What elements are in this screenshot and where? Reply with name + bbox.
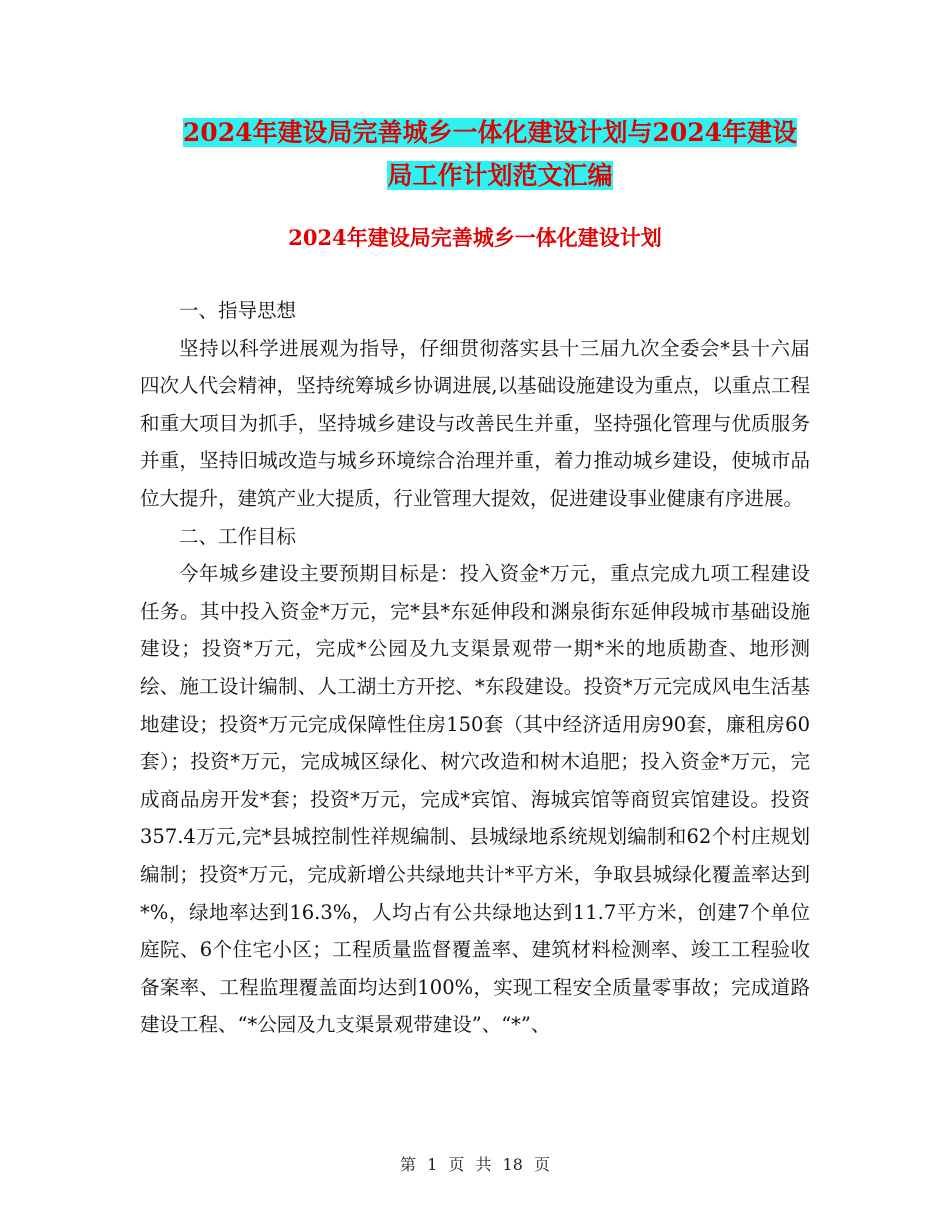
- section-heading: 二、工作目标: [179, 524, 297, 548]
- document-title-line-2: [120, 151, 880, 201]
- paragraph: 今年城乡建设主要预期目标是：投入资金*万元，重点完成九项工程建设任务。其中投入资金*万元，完*县*东延伸段和渊泉街东延伸段城市基础设施建设；投资*万元，完成*公园及九支渠景观带一期*米的地质勘查、地形测绘、施工设计编制、人工湖土方开挖、*东段建设。投资*万元完成风电生活基地建设；投资*万元完成保障性住房150套（其中经济适用房90套，廉租房60套）；投资*万元，完成城区绿化、树穴改造和树木追肥；投入资金*万元，完成商品房开发*套；投资*万元，完成*宾馆、海城宾馆等商贸宾馆建设。投资357.4万元,完*县城控制性祥规编制、县城绿地系统规划编制和62个村庄规划编制；投资*万元，完成新增公共绿地共计*平方米，争取县城绿化覆盖率达到*%，绿地率达到16.3%，人均占有公共绿地达到11.7平方米，创建7个单位庭院、6个住宅小区；工程质量监督覆盖率、建筑材料检测率、竣工工程验收备案率、工程监理覆盖面均达到100%，实现工程安全质量零事故；完成道路建设工程、“*公园及九支渠景观带建设”、“*”、: [140, 562, 810, 1037]
- section-title: 2024年建设局完善城乡一体化建设计划: [288, 225, 662, 250]
- paragraph: 坚持以科学进展观为指导，仔细贯彻落实县十三届九次全委会*县十六届四次人代会精神，坚持统筹城乡协调进展,以基础设施建设为重点，以重点工程和重大项目为抓手，坚持城乡建设与改善民生并重，坚持强化管理与优质服务并重，坚持旧城改造与城乡环境综合治理并重，着力推动城乡建设，使城市品位大提升，建筑产业大提质，行业管理大提效，促进建设事业健康有序进展。: [140, 336, 810, 510]
- section-heading: 一、指导思想: [179, 299, 297, 322]
- document-body: [140, 292, 810, 1044]
- title-highlight: 局工作计划范文汇编: [387, 161, 613, 190]
- page-number: 第 1 页 共 18 页: [400, 1155, 550, 1174]
- title-highlight: 2024年建设局完善城乡一体化建设计划与2024年建设: [182, 118, 798, 147]
